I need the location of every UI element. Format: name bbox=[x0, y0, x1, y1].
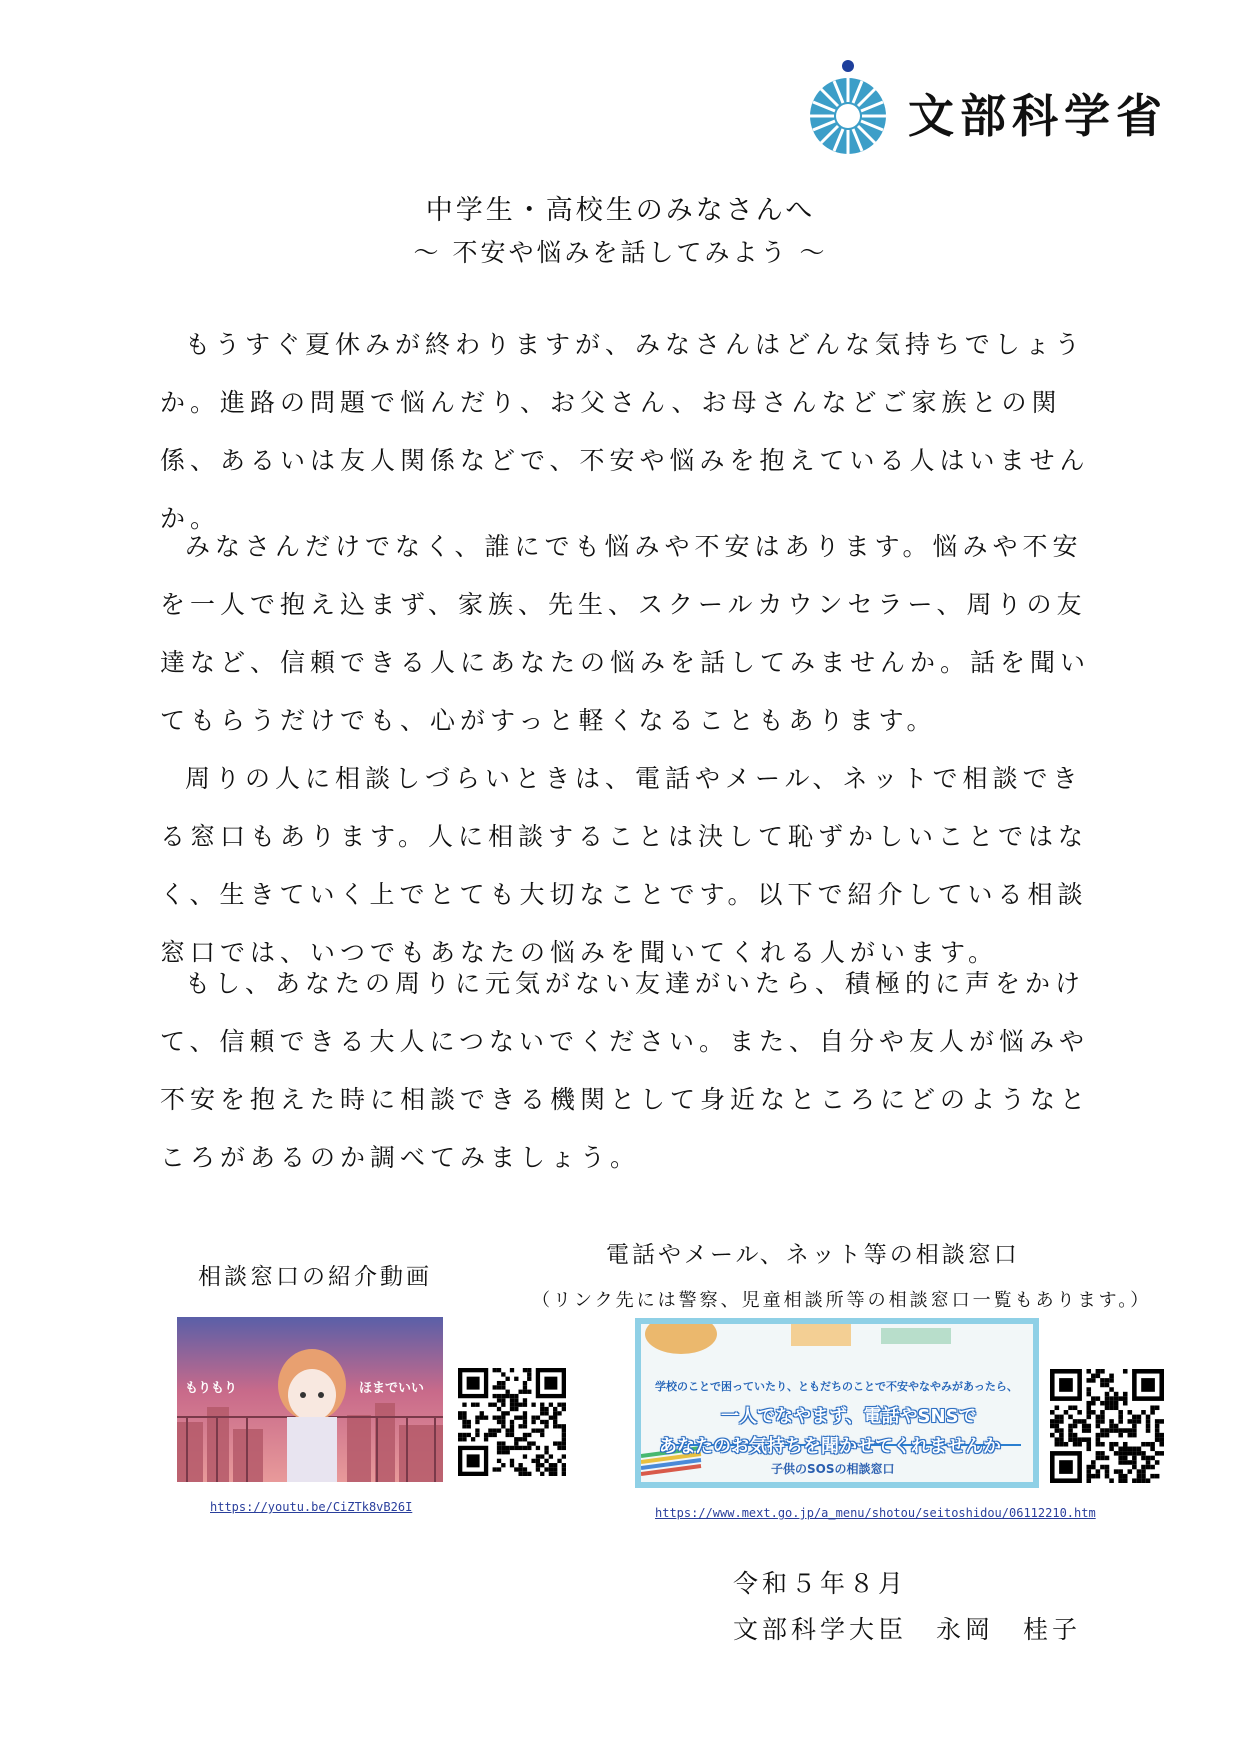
video-qr-code-icon[interactable] bbox=[458, 1368, 566, 1476]
paragraph-text: 周りの人に相談しづらいときは、電話やメール、ネットで相談できる窓口もあります。人に相談することは決して恥ずかしいことではなく、生きていく上でとても大切なことです。以下で紹介している相談窓口では、いつでもあなたの悩みを聞いてくれる人がいます。 bbox=[160, 764, 1089, 967]
page-subtitle: ～ 不安や悩みを話してみよう ～ bbox=[413, 238, 828, 267]
video-section-label: 相談窓口の紹介動画 bbox=[198, 1264, 432, 1290]
paragraph-4 bbox=[160, 955, 1100, 1187]
banner-line-1: 学校のことで困っていたり、ともだちのことで不安やなやみがあったら、 bbox=[655, 1380, 1018, 1393]
video-thumbnail[interactable] bbox=[177, 1317, 443, 1482]
banner-line-2: 一人でなやまず、電話やSNSで bbox=[721, 1406, 977, 1427]
banner-line-3: あなたのお気持ちを聞かせてくれませんか bbox=[659, 1436, 1001, 1457]
banner-line-4: 子供のSOSの相談窓口 bbox=[771, 1462, 895, 1476]
thumbnail-caption-right: ほまでいい bbox=[359, 1381, 425, 1396]
contact-section-note: （リンク先には警察、児童相談所等の相談窓口一覧もあります。） bbox=[532, 1290, 1152, 1311]
banner-background bbox=[641, 1324, 1033, 1482]
contact-link[interactable]: https://www.mext.go.jp/a_menu/shotou/seitoshidou/06112210.htm bbox=[655, 1506, 1096, 1520]
ministry-name: 文部科学省 bbox=[908, 89, 1168, 143]
contact-qr-code-icon[interactable] bbox=[1050, 1369, 1164, 1483]
contact-section-label: 電話やメール、ネット等の相談窓口 bbox=[606, 1242, 1020, 1268]
paragraph-text: みなさんだけでなく、誰にでも悩みや不安はあります。悩みや不安を一人で抱え込まず、家族、先生、スクールカウンセラー、周りの友達など、信頼できる人にあなたの悩みを話してみませんか。話を聞いてもらうだけでも、心がすっと軽くなることもあります。 bbox=[160, 532, 1091, 735]
page-title: 中学生・高校生のみなさんへ bbox=[425, 195, 816, 226]
paragraph-2-3 bbox=[160, 518, 1100, 982]
paragraph-1 bbox=[160, 316, 1100, 548]
signer-name: 文部科学大臣 永岡 桂子 bbox=[733, 1615, 1082, 1644]
issue-date: 令和５年８月 bbox=[733, 1569, 908, 1598]
paragraph-text: もうすぐ夏休みが終わりますが、みなさんはどんな気持ちでしょうか。進路の問題で悩んだり、お父さん、お母さんなどご家族との関係、あるいは友人関係などで、不安や悩みを抱えている人はいませんか。 bbox=[160, 330, 1090, 533]
paragraph-text: もし、あなたの周りに元気がない友達がいたら、積極的に声をかけて、信頼できる大人につないでください。また、自分や友人が悩みや不安を抱えた時に相談できる機関として身近なところにどのようなところがあるのか調べてみましょう。 bbox=[160, 969, 1091, 1172]
video-thumbnail-image bbox=[177, 1317, 443, 1482]
ministry-logo bbox=[808, 58, 1168, 158]
thumbnail-caption-left: もりもり bbox=[185, 1381, 238, 1396]
consultation-banner[interactable] bbox=[635, 1318, 1039, 1488]
video-link[interactable]: https://youtu.be/CiZTk8vB26I bbox=[210, 1500, 413, 1514]
ministry-sunburst-icon bbox=[808, 58, 898, 158]
